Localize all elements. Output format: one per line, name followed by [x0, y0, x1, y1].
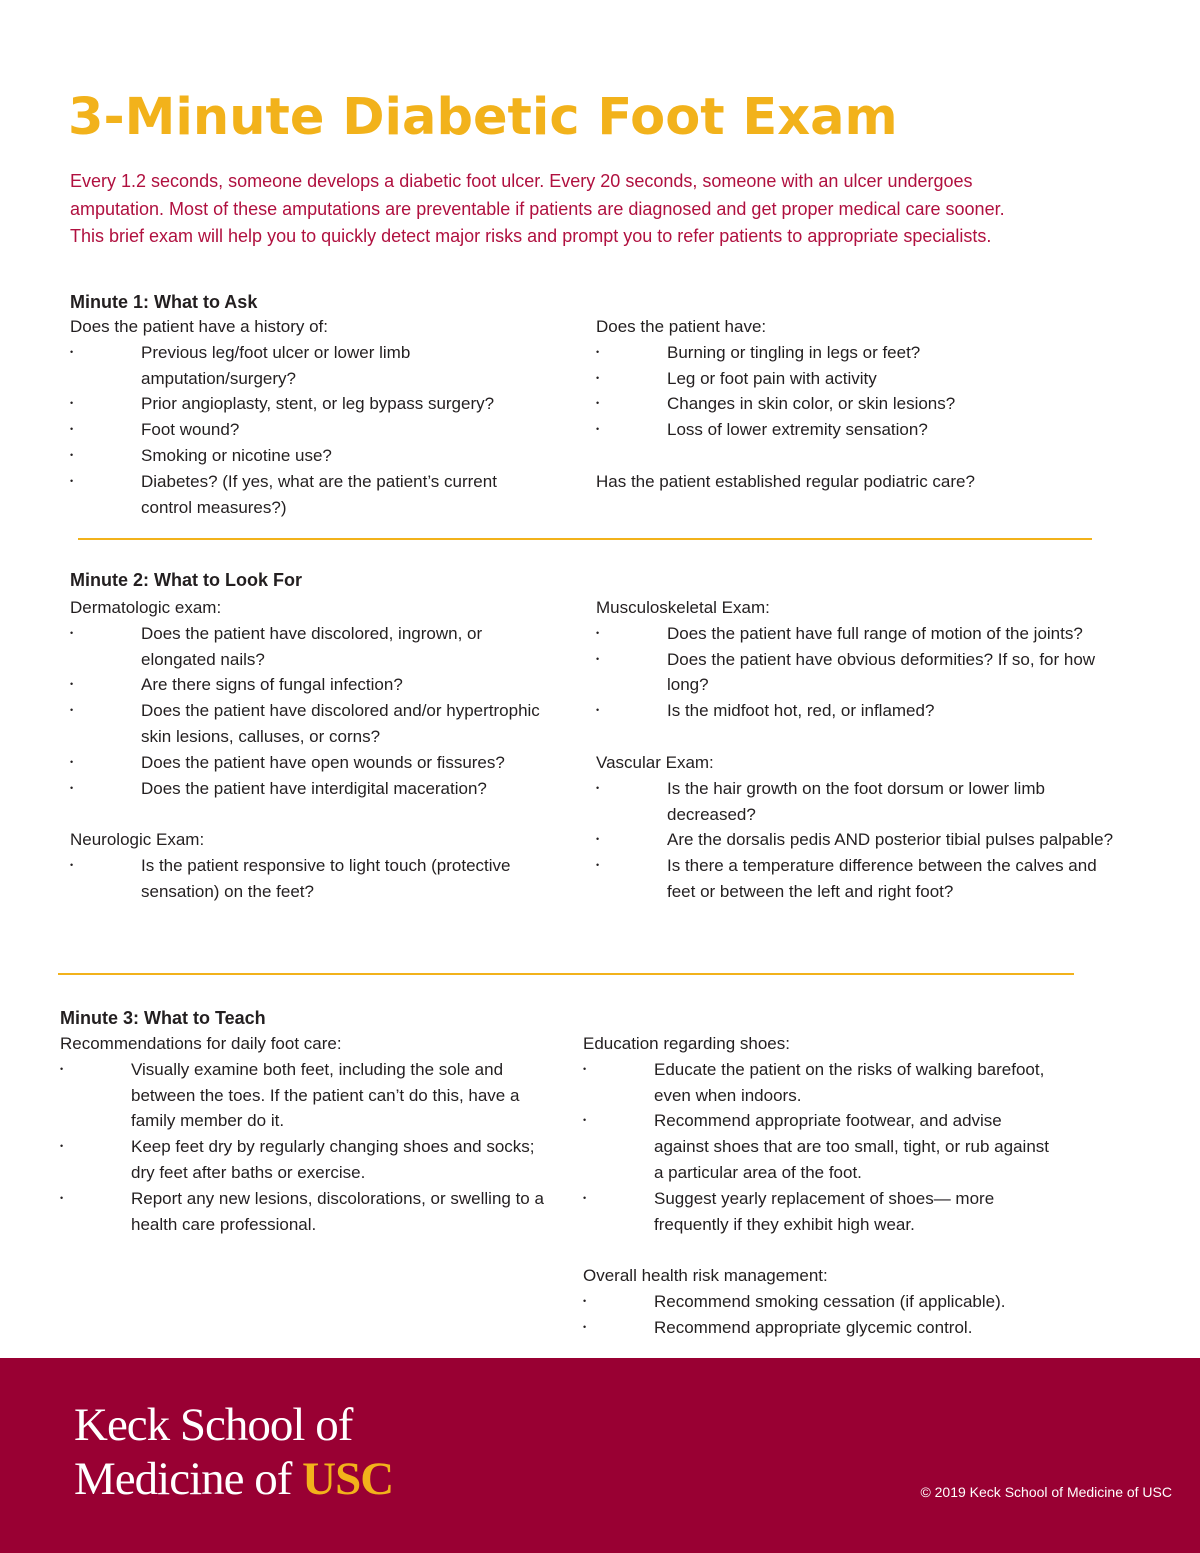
list-item: • Smoking or nicotine use? [70, 443, 540, 469]
list-item: • Keep feet dry by regularly changing shoes and socks; dry feet after baths or exercise. [60, 1134, 555, 1186]
minute1-symptoms-subheading: Does the patient have: [596, 317, 767, 336]
daily-foot-care-section [60, 1031, 555, 1237]
list-item: • Diabetes? (If yes, what are the patient’s current control measures?) [70, 469, 540, 521]
musculoskeletal-exam-section [596, 595, 1126, 905]
dermatologic-exam-subheading: Dermatologic exam: [70, 598, 222, 617]
dermatologic-exam-section [70, 595, 540, 905]
daily-foot-care-list [60, 1057, 555, 1238]
list-item: • Does the patient have obvious deformities? If so, for how long? [596, 647, 1126, 699]
shoes-education-list [583, 1057, 1053, 1238]
health-risk-subheading: Overall health risk management: [583, 1266, 828, 1286]
intro-line: Every 1.2 seconds, someone develops a diabetic foot ulcer. Every 20 seconds, someone with an ulcer undergoes [70, 171, 973, 191]
minute2-heading: Minute 2: What to Look For [70, 570, 302, 590]
list-item: • Leg or foot pain with activity [596, 366, 1136, 392]
list-item: • Foot wound? [70, 417, 540, 443]
minute3-heading: Minute 3: What to Teach [60, 1008, 266, 1028]
minute1-history-section [70, 314, 540, 520]
list-item: • Burning or tingling in legs or feet? [596, 340, 1136, 366]
list-item: • Educate the patient on the risks of walking barefoot, even when indoors. [583, 1057, 1053, 1109]
list-item: • Is the midfoot hot, red, or inflamed? [596, 698, 1126, 724]
section-divider [78, 538, 1092, 540]
minute1-history-list [70, 340, 540, 521]
neurologic-exam-list [70, 853, 540, 905]
health-risk-list [583, 1289, 1053, 1341]
list-item: • Recommend smoking cessation (if applicable). [583, 1289, 1053, 1315]
podiatric-care-question: Has the patient established regular podiatric care? [596, 471, 975, 491]
list-item: • Does the patient have open wounds or fissures? [70, 750, 540, 776]
page-title: 3-Minute Diabetic Foot Exam [68, 88, 898, 147]
copyright-text: © 2019 Keck School of Medicine of USC [920, 1484, 1172, 1500]
list-item: • Is the patient responsive to light touch (protective sensation) on the feet? [70, 853, 540, 905]
list-item: • Visually examine both feet, including the sole and between the toes. If the patient can’t do this, have a family member do it. [60, 1057, 555, 1134]
logo-line-2-text: Medicine of [74, 1453, 303, 1505]
logo-line-2 [74, 1452, 393, 1506]
minute1-symptoms-list [596, 340, 1136, 443]
dermatologic-exam-list [70, 621, 540, 802]
minute1-heading: Minute 1: What to Ask [70, 292, 258, 312]
minute1-history-subheading: Does the patient have a history of: [70, 317, 328, 336]
keck-usc-logo [74, 1398, 393, 1506]
list-item: • Previous leg/foot ulcer or lower limb amputation/surgery? [70, 340, 540, 392]
intro-paragraph [70, 168, 1150, 251]
daily-foot-care-subheading: Recommendations for daily foot care: [60, 1034, 342, 1053]
neurologic-exam-subheading: Neurologic Exam: [70, 830, 205, 850]
list-item: • Are the dorsalis pedis AND posterior tibial pulses palpable? [596, 827, 1126, 853]
vascular-exam-subheading: Vascular Exam: [596, 752, 714, 772]
list-item: • Changes in skin color, or skin lesions? [596, 391, 1136, 417]
musculoskeletal-exam-list [596, 621, 1126, 724]
list-item: • Recommend appropriate glycemic control. [583, 1315, 1053, 1341]
list-item: • Does the patient have discolored and/or hypertrophic skin lesions, calluses, or corns? [70, 698, 540, 750]
minute1-symptoms-section [596, 314, 1136, 495]
list-item: • Does the patient have full range of motion of the joints? [596, 621, 1126, 647]
intro-line: amputation. Most of these amputations are preventable if patients are diagnosed and get proper medical care sooner. [70, 198, 1005, 219]
musculoskeletal-exam-subheading: Musculoskeletal Exam: [596, 598, 770, 617]
intro-line: This brief exam will help you to quickly detect major risks and prompt you to refer patients to appropriate specialists. [70, 226, 992, 246]
list-item: • Report any new lesions, discolorations, or swelling to a health care professional. [60, 1186, 555, 1238]
list-item: • Is the hair growth on the foot dorsum or lower limb decreased? [596, 776, 1126, 828]
shoes-education-subheading: Education regarding shoes: [583, 1034, 790, 1053]
logo-usc-text: USC [302, 1453, 394, 1505]
list-item: • Loss of lower extremity sensation? [596, 417, 1136, 443]
vascular-exam-list [596, 776, 1126, 905]
list-item: • Prior angioplasty, stent, or leg bypass surgery? [70, 391, 540, 417]
list-item: • Does the patient have interdigital maceration? [70, 776, 540, 802]
list-item: • Is there a temperature difference between the calves and feet or between the left and right foot? [596, 853, 1126, 905]
list-item: • Suggest yearly replacement of shoes— more frequently if they exhibit high wear. [583, 1186, 1053, 1238]
shoes-education-section [583, 1031, 1053, 1341]
list-item: • Does the patient have discolored, ingrown, or elongated nails? [70, 621, 540, 673]
section-divider [58, 973, 1074, 975]
list-item: • Are there signs of fungal infection? [70, 672, 540, 698]
list-item: • Recommend appropriate footwear, and advise against shoes that are too small, tight, or rub against a particular area of the foot. [583, 1108, 1053, 1185]
logo-line-1: Keck School of [74, 1399, 353, 1451]
